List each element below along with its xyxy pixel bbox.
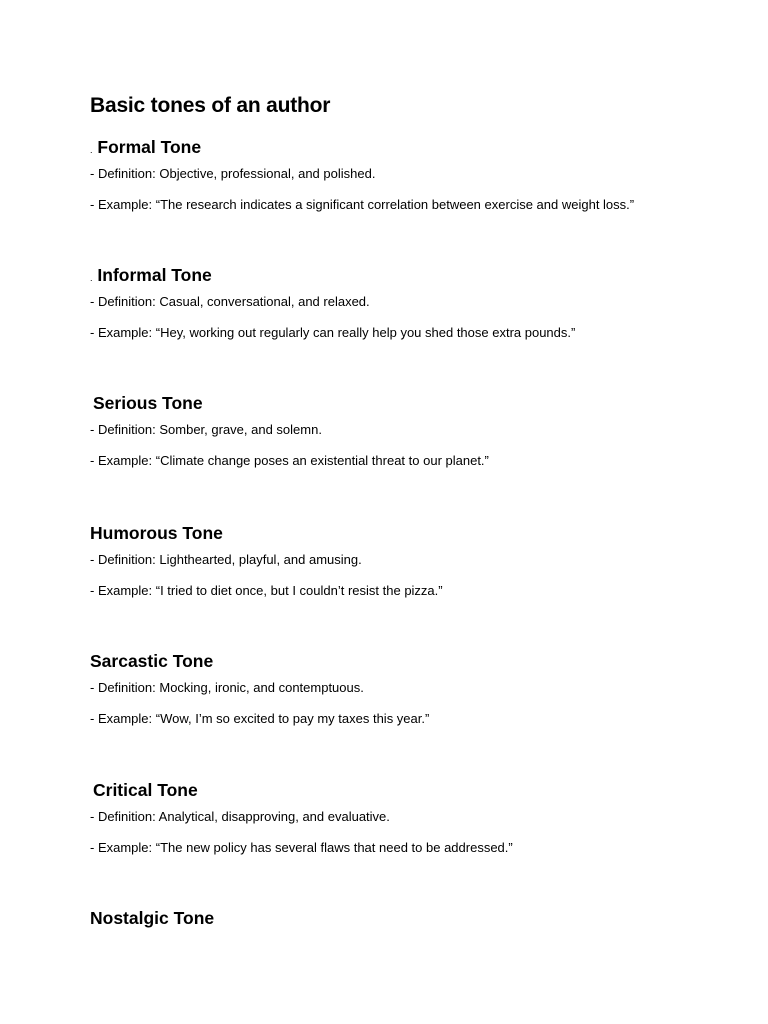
page-title: Basic tones of an author (90, 94, 331, 117)
tone-section-critical (90, 778, 730, 855)
example-line: - Example: “Wow, I’m so excited to pay my taxes this year.” (90, 711, 430, 726)
definition-line: - Definition: Somber, grave, and solemn. (90, 422, 322, 437)
example-line: - Example: “I tried to diet once, but I couldn’t resist the pizza.” (90, 583, 443, 598)
section-heading: Serious Tone (93, 393, 203, 413)
definition-line: - Definition: Mocking, ironic, and contemptuous. (90, 680, 364, 695)
tone-section-informal (90, 263, 730, 340)
tone-section-sarcastic (90, 649, 730, 726)
definition-line: - Definition: Lighthearted, playful, and amusing. (90, 552, 362, 567)
definition-line: - Definition: Casual, conversational, and relaxed. (90, 294, 370, 309)
tone-section-formal (90, 135, 730, 212)
heading-text: Formal Tone (97, 137, 202, 157)
definition-line: - Definition: Analytical, disapproving, and evaluative. (90, 809, 390, 824)
definition-line: - Definition: Objective, professional, and polished. (90, 166, 376, 181)
section-heading: Humorous Tone (90, 523, 223, 543)
section-heading: Nostalgic Tone (90, 908, 215, 928)
section-heading: Sarcastic Tone (90, 651, 214, 671)
section-heading (90, 263, 730, 287)
section-heading (90, 135, 730, 159)
tone-section-nostalgic (90, 906, 730, 930)
heading-prefix: . (90, 273, 93, 283)
heading-prefix: . (90, 145, 93, 155)
heading-text: Informal Tone (97, 265, 212, 285)
section-heading: Critical Tone (93, 780, 198, 800)
example-line: - Example: “Hey, working out regularly can really help you shed those extra pounds.” (90, 325, 576, 340)
example-line: - Example: “The new policy has several flaws that need to be addressed.” (90, 840, 513, 855)
tone-section-serious (90, 391, 730, 468)
tone-section-humorous (90, 521, 730, 598)
example-line: - Example: “The research indicates a significant correlation between exercise and weight loss.” (90, 197, 635, 212)
example-line: - Example: “Climate change poses an existential threat to our planet.” (90, 453, 489, 468)
